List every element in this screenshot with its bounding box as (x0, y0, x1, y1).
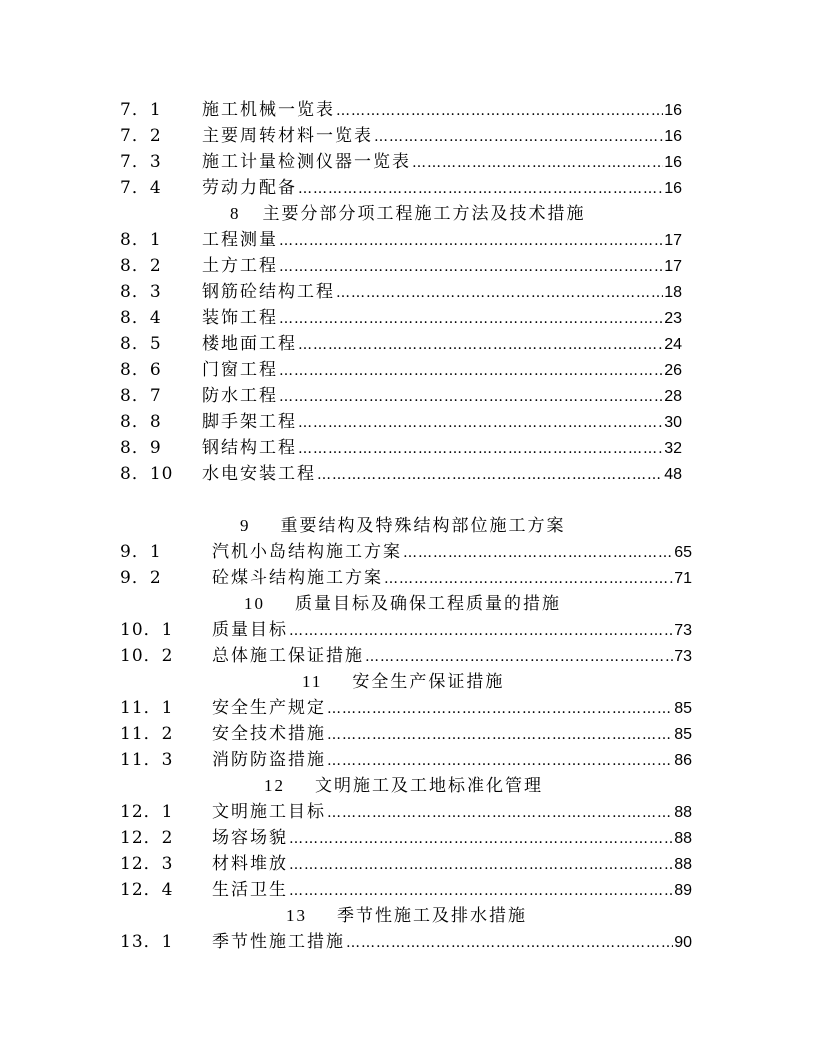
entry-title: 场容场貌 (212, 828, 288, 848)
entry-title: 消防防盗措施 (212, 750, 326, 770)
entry-title: 季节性施工措施 (212, 932, 345, 952)
entry-title: 生活卫生 (212, 880, 288, 900)
section-heading[interactable] (240, 513, 566, 539)
entry-line (202, 383, 682, 410)
entry-number: 7．1 (120, 100, 162, 120)
entry-number: 10．1 (120, 620, 174, 640)
entry-title: 安全技术措施 (212, 724, 326, 744)
entry-line (212, 929, 692, 956)
toc-entry[interactable] (120, 721, 692, 747)
page-number: 32 (664, 440, 682, 457)
entry-line (202, 227, 682, 254)
entry-title: 防水工程 (202, 386, 278, 406)
dot-leader (289, 878, 673, 904)
entry-number: 8．1 (120, 230, 162, 250)
heading-number: 10 (244, 594, 265, 613)
entry-line (202, 409, 682, 436)
entry-number: 12．1 (120, 802, 174, 822)
entry-number: 7．2 (120, 126, 162, 146)
page-number: 73 (674, 648, 692, 665)
heading-title: 文明施工及工地标准化管理 (315, 776, 543, 796)
dot-leader (412, 150, 663, 176)
page-number: 88 (674, 856, 692, 873)
dot-leader (365, 644, 673, 670)
heading-title: 重要结构及特殊结构部位施工方案 (280, 516, 566, 536)
dot-leader (298, 436, 663, 462)
dot-leader (317, 462, 663, 488)
heading-number: 9 (240, 516, 251, 535)
entry-title: 工程测量 (202, 230, 278, 250)
dot-leader (289, 618, 673, 644)
dot-leader (298, 410, 663, 436)
dot-leader (289, 852, 673, 878)
heading-number: 8 (230, 204, 241, 223)
page-number: 86 (674, 752, 692, 769)
entry-title: 材料堆放 (212, 854, 288, 874)
dot-leader (298, 332, 663, 358)
toc-entry[interactable] (120, 461, 682, 487)
page-number: 16 (664, 102, 682, 119)
dot-leader (279, 306, 663, 332)
toc-entry[interactable] (120, 617, 692, 643)
section-heading[interactable] (286, 903, 527, 929)
entry-number: 9．1 (120, 542, 162, 562)
entry-number: 8．4 (120, 308, 162, 328)
entry-line (202, 123, 682, 150)
section-heading[interactable] (264, 773, 543, 799)
entry-title: 脚手架工程 (202, 412, 297, 432)
entry-line (212, 747, 692, 774)
entry-title: 主要周转材料一览表 (202, 126, 373, 146)
toc-entry[interactable] (120, 383, 682, 409)
entry-title: 砼煤斗结构施工方案 (212, 568, 383, 588)
entry-line (202, 279, 682, 306)
dot-leader (327, 748, 673, 774)
toc-entry[interactable] (120, 149, 682, 175)
dot-leader (279, 228, 663, 254)
toc-entry[interactable] (120, 253, 682, 279)
entry-title: 劳动力配备 (202, 178, 297, 198)
toc-entry[interactable] (120, 331, 682, 357)
entry-title: 钢结构工程 (202, 438, 297, 458)
entry-line (212, 877, 692, 904)
dot-leader (327, 800, 673, 826)
toc-entry[interactable] (120, 747, 692, 773)
dot-leader (403, 540, 673, 566)
page-number: 23 (664, 310, 682, 327)
dot-leader (298, 176, 663, 202)
entry-number: 11．2 (120, 724, 174, 744)
entry-title: 安全生产规定 (212, 698, 326, 718)
page-number: 30 (664, 414, 682, 431)
page-number: 17 (664, 258, 682, 275)
entry-title: 门窗工程 (202, 360, 278, 380)
dot-leader (346, 930, 673, 956)
dot-leader (279, 384, 663, 410)
toc-entry[interactable] (120, 175, 682, 201)
entry-title: 质量目标 (212, 620, 288, 640)
entry-line (202, 435, 682, 462)
entry-line (212, 825, 692, 852)
page-number: 85 (674, 700, 692, 717)
page-number: 65 (674, 544, 692, 561)
heading-number: 12 (264, 776, 285, 795)
entry-number: 11．3 (120, 750, 174, 770)
entry-line (202, 97, 682, 124)
page-number: 18 (664, 284, 682, 301)
entry-line (212, 539, 692, 566)
toc-entry[interactable] (120, 695, 692, 721)
entry-number: 12．3 (120, 854, 174, 874)
page-number: 28 (664, 388, 682, 405)
entry-number: 10．2 (120, 646, 174, 666)
page-number: 85 (674, 726, 692, 743)
dot-leader (336, 98, 663, 124)
entry-line (202, 461, 682, 488)
entry-title: 钢筋砼结构工程 (202, 282, 335, 302)
dot-leader (279, 254, 663, 280)
entry-number: 12．4 (120, 880, 174, 900)
toc-entry[interactable] (120, 123, 682, 149)
toc-entry[interactable] (120, 539, 692, 565)
entry-line (212, 643, 692, 670)
page-number: 16 (664, 154, 682, 171)
page-number: 24 (664, 336, 682, 353)
page-number: 90 (674, 934, 692, 951)
page-number: 73 (674, 622, 692, 639)
entry-title: 施工机械一览表 (202, 100, 335, 120)
entry-line (212, 617, 692, 644)
page-number: 16 (664, 128, 682, 145)
page-number: 48 (664, 466, 682, 483)
entry-number: 12．2 (120, 828, 174, 848)
entry-line (202, 357, 682, 384)
entry-number: 7．3 (120, 152, 162, 172)
entry-number: 13．1 (120, 932, 174, 952)
toc-entry[interactable] (120, 435, 682, 461)
section-heading[interactable] (230, 201, 586, 227)
entry-number: 8．6 (120, 360, 162, 380)
entry-line (212, 565, 692, 592)
page-number: 89 (674, 882, 692, 899)
toc-entry[interactable] (120, 227, 682, 253)
heading-number: 13 (286, 906, 307, 925)
dot-leader (384, 566, 673, 592)
dot-leader (289, 826, 673, 852)
entry-title: 汽机小岛结构施工方案 (212, 542, 402, 562)
entry-line (202, 149, 682, 176)
dot-leader (336, 280, 663, 306)
entry-number: 11．1 (120, 698, 174, 718)
entry-number: 8．5 (120, 334, 162, 354)
toc-entry[interactable] (120, 851, 692, 877)
section-heading[interactable] (244, 591, 561, 617)
dot-leader (374, 124, 663, 150)
entry-line (212, 851, 692, 878)
entry-title: 土方工程 (202, 256, 278, 276)
entry-line (212, 799, 692, 826)
entry-number: 8．2 (120, 256, 162, 276)
page-number: 88 (674, 830, 692, 847)
entry-title: 装饰工程 (202, 308, 278, 328)
page-number: 17 (664, 232, 682, 249)
entry-number: 8．10 (120, 464, 174, 484)
page-number: 88 (674, 804, 692, 821)
entry-line (212, 695, 692, 722)
section-heading[interactable] (302, 669, 504, 695)
heading-title: 主要分部分项工程施工方法及技术措施 (262, 204, 586, 224)
entry-title: 楼地面工程 (202, 334, 297, 354)
toc-entry[interactable] (120, 643, 692, 669)
entry-title: 施工计量检测仪器一览表 (202, 152, 411, 172)
entry-line (202, 305, 682, 332)
toc-entry[interactable] (120, 929, 692, 955)
heading-number: 11 (302, 672, 323, 691)
toc-entry[interactable] (120, 357, 682, 383)
toc-entry[interactable] (120, 799, 692, 825)
heading-title: 安全生产保证措施 (352, 672, 505, 692)
dot-leader (327, 696, 673, 722)
entry-number: 9．2 (120, 568, 162, 588)
entry-line (202, 331, 682, 358)
entry-number: 8．9 (120, 438, 162, 458)
toc-entry[interactable] (120, 97, 682, 123)
toc-entry[interactable] (120, 279, 682, 305)
page-number: 71 (674, 570, 692, 587)
entry-number: 8．3 (120, 282, 162, 302)
entry-line (212, 721, 692, 748)
entry-number: 8．8 (120, 412, 162, 432)
entry-title: 文明施工目标 (212, 802, 326, 822)
toc-entry[interactable] (120, 565, 692, 591)
toc-entry[interactable] (120, 305, 682, 331)
entry-line (202, 253, 682, 280)
toc-entry[interactable] (120, 877, 692, 903)
page-number: 16 (664, 180, 682, 197)
entry-number: 7．4 (120, 178, 162, 198)
toc-entry[interactable] (120, 409, 682, 435)
heading-title: 质量目标及确保工程质量的措施 (295, 594, 561, 614)
entry-title: 总体施工保证措施 (212, 646, 364, 666)
heading-title: 季节性施工及排水措施 (337, 906, 527, 926)
entry-number: 8．7 (120, 386, 162, 406)
page-number: 26 (664, 362, 682, 379)
dot-leader (327, 722, 673, 748)
entry-title: 水电安装工程 (202, 464, 316, 484)
entry-line (202, 175, 682, 202)
dot-leader (279, 358, 663, 384)
toc-entry[interactable] (120, 825, 692, 851)
